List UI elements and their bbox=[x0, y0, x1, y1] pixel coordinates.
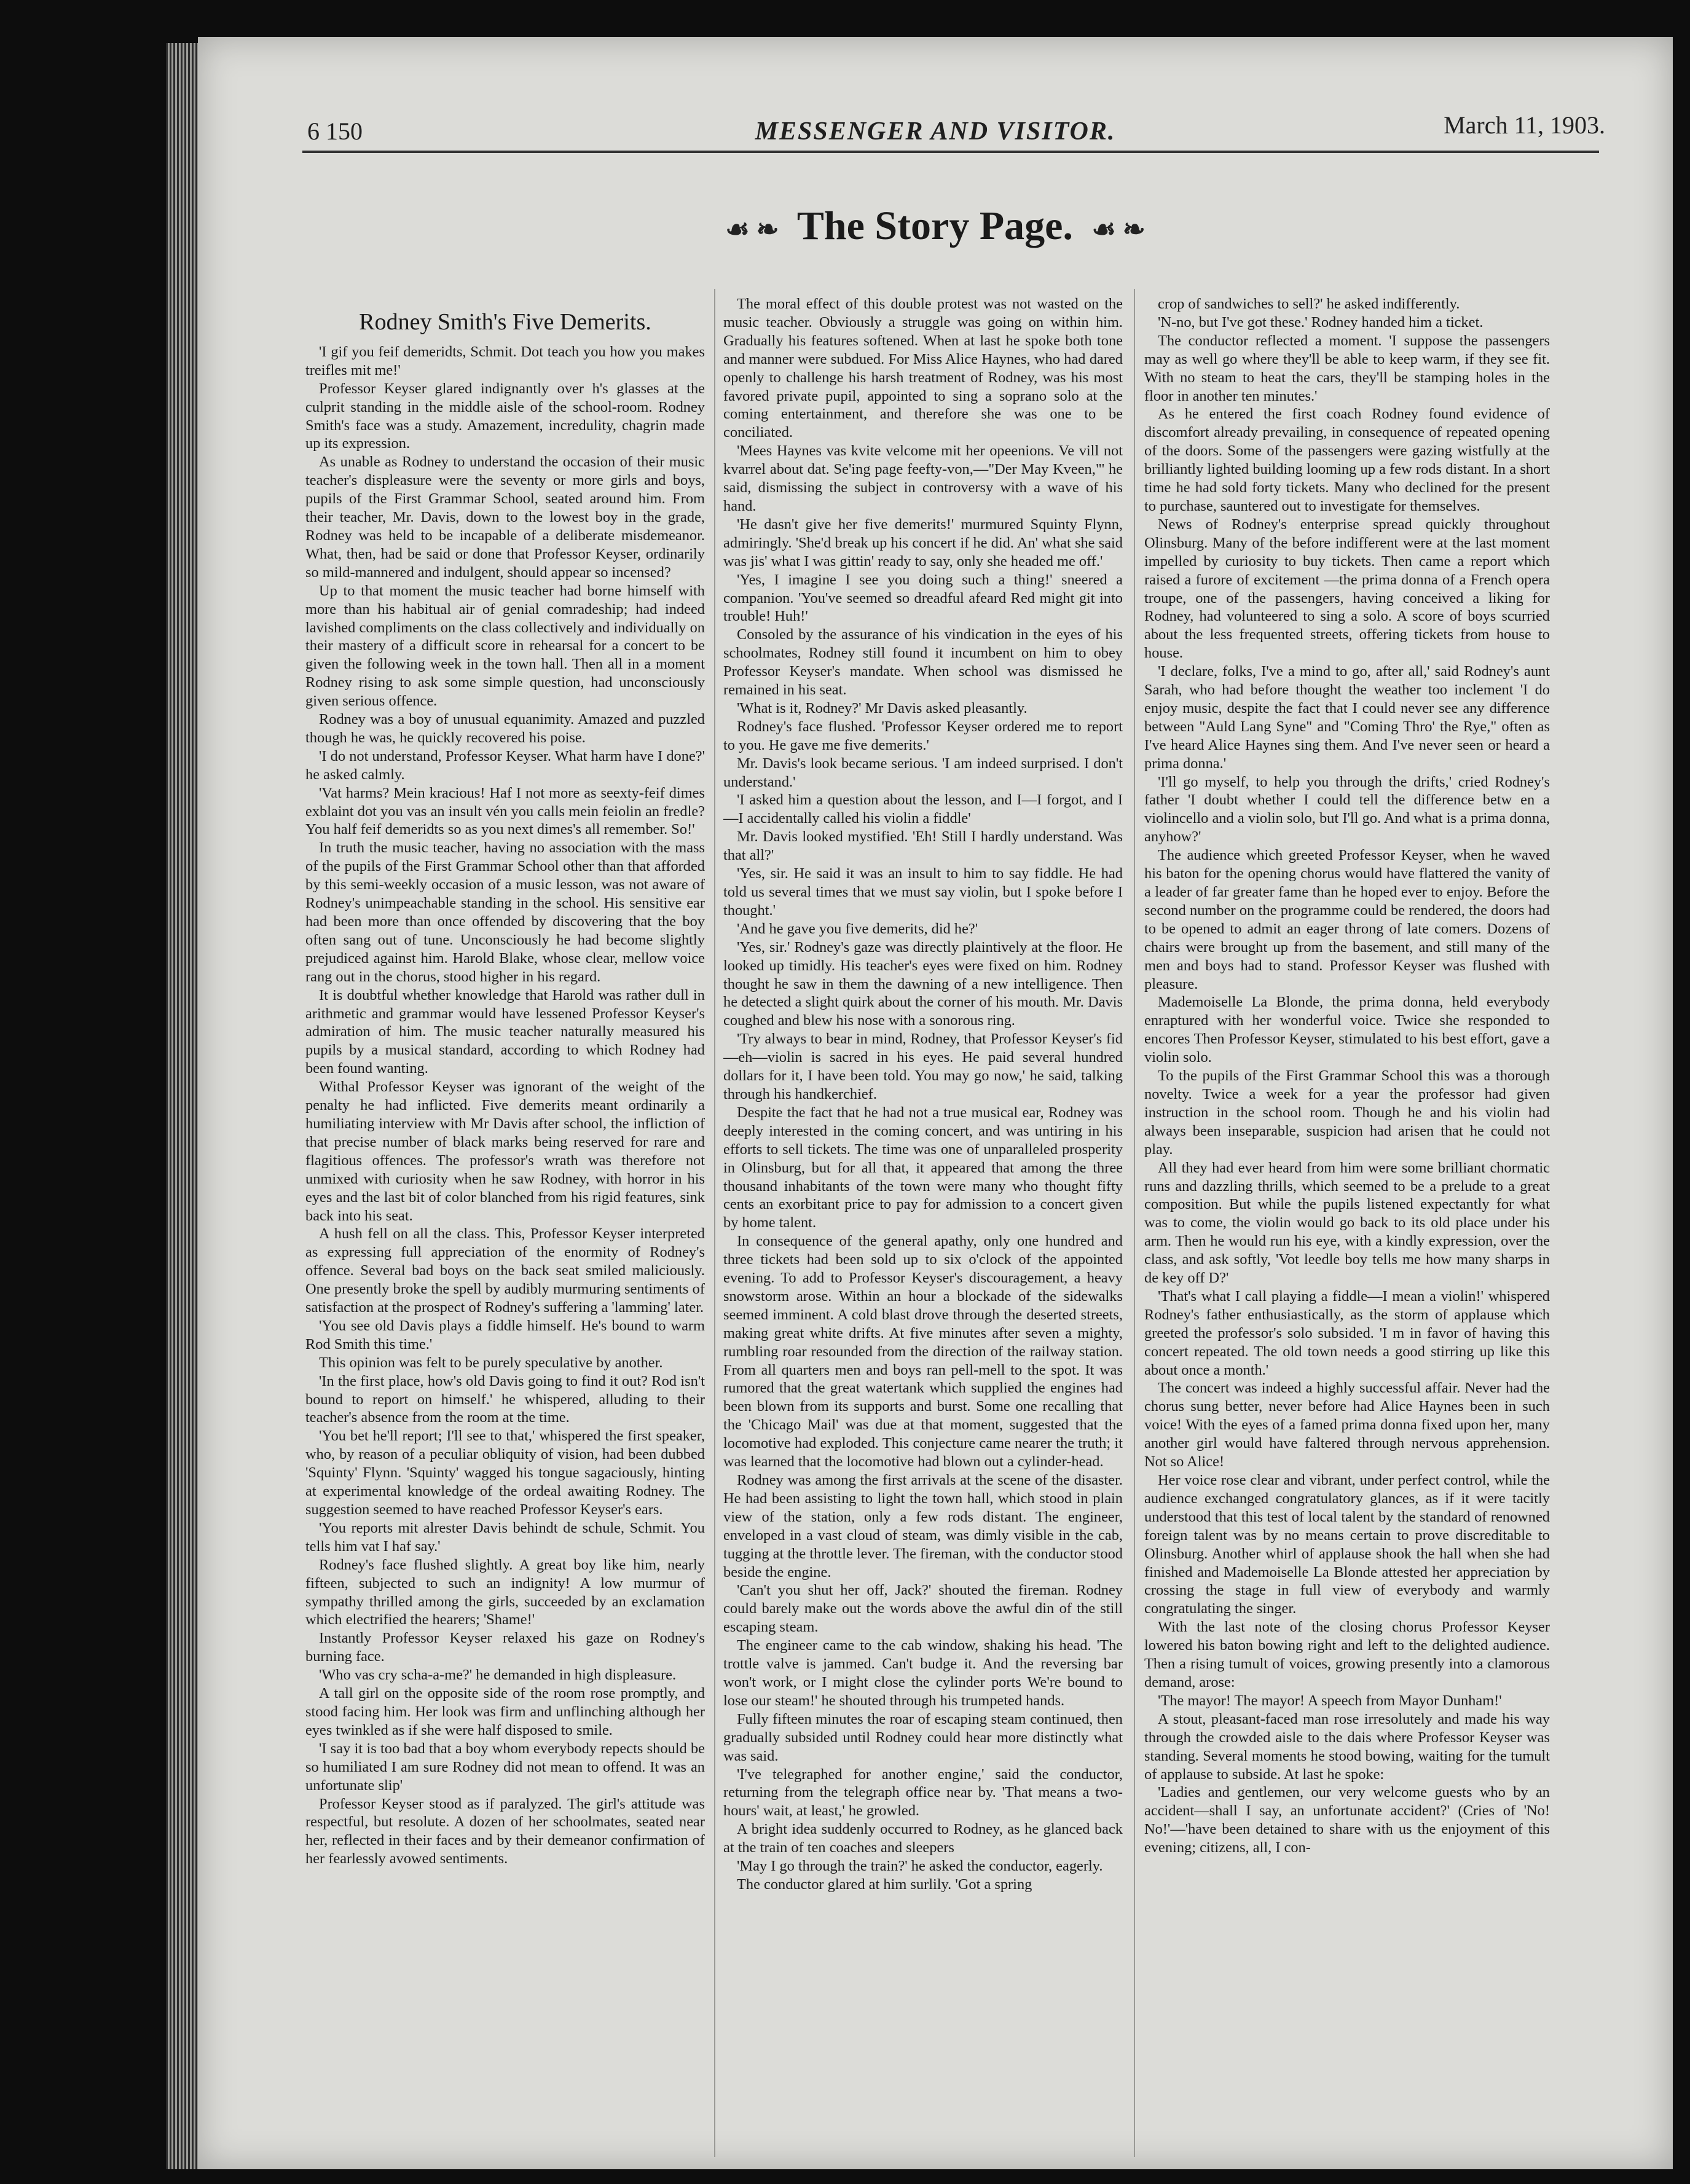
ornament-right-icon: ☙ ❧ bbox=[1091, 214, 1146, 245]
article-paragraph: Rodney's face flushed. 'Professor Keyser ordered me to report to you. He gave me five demerits.' bbox=[723, 718, 1123, 753]
article-paragraph: 'Can't you shut her off, Jack?' shouted the fireman. Rodney could barely make out the words above the awful din of the still escaping steam. bbox=[723, 1582, 1123, 1636]
article-paragraph: 'I say it is too bad that a boy whom everybody repects should be so humiliated I am sure Rodney did not mean to offend. It was an unfortunate slip' bbox=[305, 1740, 705, 1794]
article-paragraph: A tall girl on the opposite side of the room rose promptly, and stood facing him. Her look was firm and unflinching although her eyes twinkled as if she were half disposed to smile. bbox=[305, 1685, 705, 1738]
article-paragraph: The conductor reflected a moment. 'I suppose the passengers may as well go where they'll be able to keep warm, if they see fit. With no steam to heat the cars, they'll be stamping holes in the floor in another ten minutes.' bbox=[1144, 332, 1550, 404]
article-paragraph: 'Yes, I imagine I see you doing such a thing!' sneered a companion. 'You've seemed so dreadful afeard Red might git into trouble! Huh!' bbox=[723, 571, 1123, 625]
article-paragraph: All they had ever heard from him were some brilliant chormatic runs and dazzling thrills, which seemed to be a prelude to a great composition. But while the pupils listened expectantly for what was to come, the violin would go back to its old place under his arm. Then he would run his eye, with a kindly expression, over the class, and ask softly, 'Vot leedle boy tells me how many sharps in de key off D?' bbox=[1144, 1159, 1550, 1287]
article-paragraph: Her voice rose clear and vibrant, under perfect control, while the audience exchanged congratulatory glances, as if it were tacitly understood that this test of local talent by the standard of renowned foreign talent was by no means certain to prove discreditable to Olinsburg. Another whirl of applause shook the hall when she had finished and Mademoiselle La Blonde attested her appreciation by crossing the stage in full view of everybody and warmly congratulating the singer. bbox=[1144, 1472, 1550, 1617]
newspaper-page bbox=[198, 37, 1673, 2169]
column-divider bbox=[714, 289, 715, 2157]
article-column-3 bbox=[1144, 295, 1550, 2163]
article-paragraph: Rodney's face flushed slightly. A great boy like him, nearly fifteen, subjected to such an indignity! A low murmur of sympathy thrilled among the girls, succeeded by an exclamation which electrified the hearers; 'Shame!' bbox=[305, 1556, 705, 1628]
article-paragraph: News of Rodney's enterprise spread quickly throughout Olinsburg. Many of the before indifferent were at the last moment impelled by curiosity to buy tickets. Then came a report which raised a furore of excitement —the prima donna of a French opera troupe, one of the passengers, having conceived a liking for Rodney, had volunteered to sing a solo. A score of boys scurried about the less frequented streets, offering tickets from house to house. bbox=[1144, 516, 1550, 662]
article-paragraph: Withal Professor Keyser was ignorant of the weight of the penalty he had inflicted. Five demerits meant ordinarily a humiliating interview with Mr Davis after school, the infliction of that precise number of black marks being reserved for rare and flagitious offences. The professor's wrath was therefore not unmixed with curiosity when he saw Rodney, with horror in his eyes and the last bit of color blanched from his rigid features, sink back into his seat. bbox=[305, 1078, 705, 1224]
article-paragraph: The conductor glared at him surlily. 'Got a spring bbox=[737, 1876, 1032, 1893]
article-paragraph: As unable as Rodney to understand the occasion of their music teacher's displeasure were the seventy or more girls and boys, pupils of the First Grammar School, seated around him. From their teacher, Mr. Davis, down to the lowest boy in the grade, Rodney was held to be incapable of a deliberate misdemeanor. What, then, had be said or done that Professor Keyser, ordinarily so mild-mannered and indulgent, should appear so incensed? bbox=[305, 454, 705, 581]
story-title: Rodney Smith's Five Demerits. bbox=[359, 309, 651, 335]
article-paragraph: 'You reports mit alrester Davis behindt de schule, Schmit. You tells him vat I haf say.' bbox=[305, 1519, 705, 1555]
article-paragraph: 'I asked him a question about the lesson, and I—I forgot, and I—I accidentally called his violin a fiddle' bbox=[723, 792, 1123, 827]
article-paragraph: A bright idea suddenly occurred to Rodney, as he glanced back at the train of ten coaches and sleepers bbox=[723, 1821, 1123, 1856]
article-paragraph: 'Yes, sir. He said it was an insult to him to say fiddle. He had told us several times that we must say violin, but I spoke before I thought.' bbox=[723, 865, 1123, 919]
article-paragraph: Mademoiselle La Blonde, the prima donna, held everybody enraptured with her wonderful voice. Twice she responded to encores Then Professor Keyser, stimulated to his best effort, gave a violin solo. bbox=[1144, 994, 1550, 1066]
article-paragraph: 'Vat harms? Mein kracious! Haf I not more as seexty-feif dimes exblaint dot you vas an insult vén you calls mein feiolin an fredle? You half feif demeridts so as you next dimes's all remember. So!' bbox=[305, 784, 705, 838]
article-paragraph: 'I do not understand, Professor Keyser. What harm have I done?' he asked calmly. bbox=[305, 747, 705, 783]
page-number: 6 150 bbox=[307, 117, 363, 145]
article-paragraph: 'You see old Davis plays a fiddle himself. He's bound to warm Rod Smith this time.' bbox=[305, 1317, 705, 1353]
article-paragraph: 'What is it, Rodney?' Mr Davis asked pleasantly. bbox=[737, 699, 1028, 717]
article-paragraph: crop of sandwiches to sell?' he asked indifferently. bbox=[1158, 296, 1460, 312]
article-paragraph: 'Who vas cry scha-a-me?' he demanded in high displeasure. bbox=[319, 1667, 677, 1684]
article-paragraph: 'I've telegraphed for another engine,' said the conductor, returning from the telegraph office near by. 'That means a two-hours' wait, at least,' he growled. bbox=[723, 1766, 1123, 1820]
article-paragraph: Fully fifteen minutes the roar of escaping steam continued, then gradually subsided until Rodney could hear more distinctly what was said. bbox=[723, 1710, 1123, 1764]
article-column-1 bbox=[305, 301, 705, 2163]
article-paragraph: 'The mayor! The mayor! A speech from Mayor Dunham!' bbox=[1158, 1692, 1502, 1709]
article-paragraph: 'Try always to bear in mind, Rodney, that Professor Keyser's fid—eh—violin is sacred in his eyes. He paid several hundred dollars for it, I have been told. You may go now,' he said, talking through his handkerchief. bbox=[723, 1031, 1123, 1102]
article-paragraph: Professor Keyser stood as if paralyzed. The girl's attitude was respectful, but resolute. A dozen of her schoolmates, seated near her, reflected in their faces and by their demeanor confirmation of her fearlessly avowed sentiments. bbox=[305, 1795, 705, 1868]
ornament-left-icon: ☙ ❧ bbox=[725, 214, 779, 245]
newspaper-title: MESSENGER AND VISITOR. bbox=[755, 117, 1116, 146]
article-paragraph: 'I'll go myself, to help you through the drifts,' cried Rodney's father 'I doubt whether I could tell the difference betw en a violincello and a violin solo, but I'll go. And what is a prima donna, anyhow?' bbox=[1144, 773, 1550, 846]
article-paragraph: Mr. Davis's look became serious. 'I am indeed surprised. I don't understand.' bbox=[723, 755, 1123, 790]
article-paragraph: The concert was indeed a highly successful affair. Never had the chorus sung better, never before had Alice Haynes been in such voice! With the eyes of a famed prima donna fixed upon her, many another girl would have faltered through nervous apprehension. Not so Alice! bbox=[1144, 1380, 1550, 1471]
article-paragraph: 'N-no, but I've got these.' Rodney handed him a ticket. bbox=[1158, 313, 1484, 331]
article-paragraph: 'He dasn't give her five demerits!' murmured Squinty Flynn, admiringly. 'She'd break up his concert if he did. An' what she said was jis' what I was gittin' ready to say, only she headed me off.' bbox=[723, 516, 1123, 570]
article-paragraph: Rodney was a boy of unusual equanimity. Amazed and puzzled though he was, he quickly recovered his poise. bbox=[305, 711, 705, 746]
article-paragraph: Professor Keyser glared indignantly over h's glasses at the culprit standing in the middle aisle of the school-room. Rodney Smith's face was a study. Amazement, incredulity, chagrin made up its expression. bbox=[305, 380, 705, 452]
article-paragraph: Mr. Davis looked mystified. 'Eh! Still I hardly understand. Was that all?' bbox=[723, 828, 1123, 864]
article-paragraph: 'I declare, folks, I've a mind to go, after all,' said Rodney's aunt Sarah, who had before thought the weather too inclement 'I do enjoy music, despite the fact that I could never see any difference between "Auld Lang Syne" and "Coming Thro' the Rye," often as I've heard Alice Haynes sing them. And I've never seen or heard a prima donna.' bbox=[1144, 663, 1550, 772]
article-paragraph: 'In the first place, how's old Davis going to find it out? Rod isn't bound to report on himself.' he whispered, alluding to their teacher's absence from the room at the time. bbox=[305, 1372, 705, 1426]
section-heading bbox=[198, 203, 1673, 249]
article-paragraph: The audience which greeted Professor Keyser, when he waved his baton for the opening chorus would have flattered the vanity of a leader of far greater fame than he hoped ever to enjoy. Before the second number on the programme could be rendered, the doors had to be opened to admit an eager throng of late comers. Dozens of chairs were brought up from the basement, and still many of the men and boys had to stand. Professor Keyser was flushed with pleasure. bbox=[1144, 847, 1550, 992]
article-paragraph: A stout, pleasant-faced man rose irresolutely and made his way through the crowded aisle to the dais where Professor Keyser was standing. Several moments he stood bowing, waiting for the tumult of applause to subside. At last he spoke: bbox=[1144, 1710, 1550, 1783]
article-paragraph: 'Mees Haynes vas kvite velcome mit her opeenions. Ve vill not kvarrel about dat. Se'ing page feefty-von,—"Der May Kveen,"' he said, dismissing the subject in controversy with a wave of his hand. bbox=[723, 442, 1123, 514]
article-paragraph: The moral effect of this double protest was not wasted on the music teacher. Obviously a struggle was going on within him. Gradually his features softened. When at last he spoke both tone and manner were subdued. For Miss Alice Haynes, who had dared openly to challenge his harsh treatment of Rodney, was his most favored private pupil, appointed to sing a soprano solo at the coming entertainment, and therefore she was one to be conciliated. bbox=[723, 296, 1123, 441]
article-paragraph: As he entered the first coach Rodney found evidence of discomfort already prevailing, in consequence of repeated opening of the doors. Some of the passengers were gazing wistfully at the brilliantly lighted building looming up a few rods distant. In a short time he had sold forty tickets. Many who declined for the present to purchase, sauntered out to investigate for themselves. bbox=[1144, 406, 1550, 514]
article-paragraph: To the pupils of the First Grammar School this was a thorough novelty. Twice a week for a year the professor had given instruction in the school room. Though he and his violin had always been inseparable, suspicion had arisen that he could not play. bbox=[1144, 1067, 1550, 1158]
header-rule bbox=[302, 151, 1599, 153]
article-paragraph: 'That's what I call playing a fiddle—I mean a violin!' whispered Rodney's father enthusiastically, as the storm of applause which greeted the professor's solo subsided. 'I m in favor of having this concert repeated. The old town needs a good stirring up like this about once a month.' bbox=[1144, 1287, 1550, 1378]
article-paragraph: This opinion was felt to be purely speculative by another. bbox=[319, 1354, 663, 1371]
article-paragraph: The engineer came to the cab window, shaking his head. 'The trottle valve is jammed. Can't budge it. And the reversing bar won't work, or I might close the cylinder ports We're bound to lose our steam!' he shouted through his trumpeted hands. bbox=[723, 1637, 1123, 1709]
article-paragraph: Despite the fact that he had not a true musical ear, Rodney was deeply interested in the coming concert, and was untiring in his efforts to sell tickets. The time was one of unparalleled prosperity in Olinsburg, but for all that, it appeared that among the three thousand inhabitants of the town were many who thought fifty cents an exorbitant price to pay for admission to a concert given by home talent. bbox=[723, 1104, 1123, 1231]
article-paragraph: Instantly Professor Keyser relaxed his gaze on Rodney's burning face. bbox=[305, 1630, 705, 1665]
article-paragraph: Up to that moment the music teacher had borne himself with more than his habitual air of genial comradeship; had indeed lavished compliments on the class collectively and individually on their mastery of a difficult score in rehearsal for a concert to be given the following week in the town hall. Then all in a moment Rodney rising to ask some simple question, had unconsciously given serious offence. bbox=[305, 582, 705, 710]
article-paragraph: Rodney was among the first arrivals at the scene of the disaster. He had been assisting to light the town hall, which stood in plain view of the station, only a few rods distant. The engineer, enveloped in a vast cloud of steam, was dimly visible in the cab, tugging at the throttle lever. The fireman, with the conductor stood beside the engine. bbox=[723, 1472, 1123, 1581]
article-paragraph: 'I gif you feif demeridts, Schmit. Dot teach you how you makes treifles mit me!' bbox=[305, 343, 705, 379]
article-paragraph: A hush fell on all the class. This, Professor Keyser interpreted as expressing full appreciation of the enormity of Rodney's offence. Several bad boys on the back seat smiled maliciously. One presently broke the spell by audibly murmuring sentiments of satisfaction at the prospect of Rodney's suffering a 'lamming' later. bbox=[305, 1225, 705, 1316]
article-paragraph: In truth the music teacher, having no association with the mass of the pupils of the First Grammar School other than that afforded by this semi-weekly occasion of a music lesson, was not aware of Rodney's unimpeachable standing in the school. His sensitive ear had been more than once offended by discovering that the boy often sang out of tune. Unconsciously he had become slightly prejudiced against him. Harold Blake, whose clear, mellow voice rang out in the chorus, stood higher in his regard. bbox=[305, 839, 705, 985]
column-divider bbox=[1134, 289, 1135, 2157]
article-paragraph: 'You bet he'll report; I'll see to that,' whispered the first speaker, who, by reason of a peculiar obliquity of vision, had been dubbed 'Squinty' Flynn. 'Squinty' wagged his tongue sagaciously, hinting at experimental knowledge of the ordeal awaiting Rodney. The suggestion seemed to have reached Professor Keyser's ears. bbox=[305, 1428, 705, 1518]
article-paragraph: Consoled by the assurance of his vindication in the eyes of his schoolmates, Rodney still found it incumbent on him to obey Professor Keyser's mandate. When school was dismissed he remained in his seat. bbox=[723, 626, 1123, 699]
article-paragraph: 'Yes, sir.' Rodney's gaze was directly plaintively at the floor. He looked up timidly. His teacher's eyes were fixed on him. Rodney thought he saw in them the dawning of a new intelligence. Then he detected a slight quirk about the corner of his mouth. Mr. Davis coughed and blew his nose with a sonorous ring. bbox=[723, 938, 1123, 1029]
article-paragraph: In consequence of the general apathy, only one hundred and three tickets had been sold up to six o'clock of the appointed evening. To add to Professor Keyser's discouragement, a heavy snowstorm arose. Within an hour a blockade of the sidewalks seemed imminent. A cold blast drove through the deserted streets, making great white drifts. At five minutes after seven a mighty, rumbling roar resounded from the direction of the railway station. From all quarters men and boys ran pell-mell to the spot. It was rumored that the great watertank which supplied the engines had been blown from its supports and burst. Some one recalling that the 'Chicago Mail' was due at that moment, suggested that the locomotive had exploded. This conjecture came nearer the truth; it was learned that the locomotive had blown out a cylinder-head. bbox=[723, 1233, 1123, 1471]
article-paragraph: With the last note of the closing chorus Professor Keyser lowered his baton bowing right and left to the delighted audience. Then a rising tumult of voices, growing presently into a clamorous demand, arose: bbox=[1144, 1619, 1550, 1691]
section-title: The Story Page. bbox=[796, 203, 1073, 248]
article-column-2 bbox=[723, 295, 1123, 2163]
article-paragraph: It is doubtful whether knowledge that Harold was rather dull in arithmetic and grammar would have lessened Professor Keyser's admiration of him. The music teacher naturally measured his pupils by a musical standard, according to which Rodney had been found wanting. bbox=[305, 986, 705, 1077]
book-page-edge bbox=[166, 43, 200, 2169]
article-paragraph: 'May I go through the train?' he asked the conductor, eagerly. bbox=[737, 1858, 1103, 1875]
article-paragraph: 'And he gave you five demerits, did he?' bbox=[737, 920, 978, 937]
issue-date: March 11, 1903. bbox=[1444, 111, 1605, 139]
article-paragraph: 'Ladies and gentlemen, our very welcome guests who by an accident—shall I say, an unfortunate accident?' (Cries of 'No! No!'—'have been detained to share with us the enjoyment of this evening; citizens, all, I con- bbox=[1144, 1784, 1550, 1856]
